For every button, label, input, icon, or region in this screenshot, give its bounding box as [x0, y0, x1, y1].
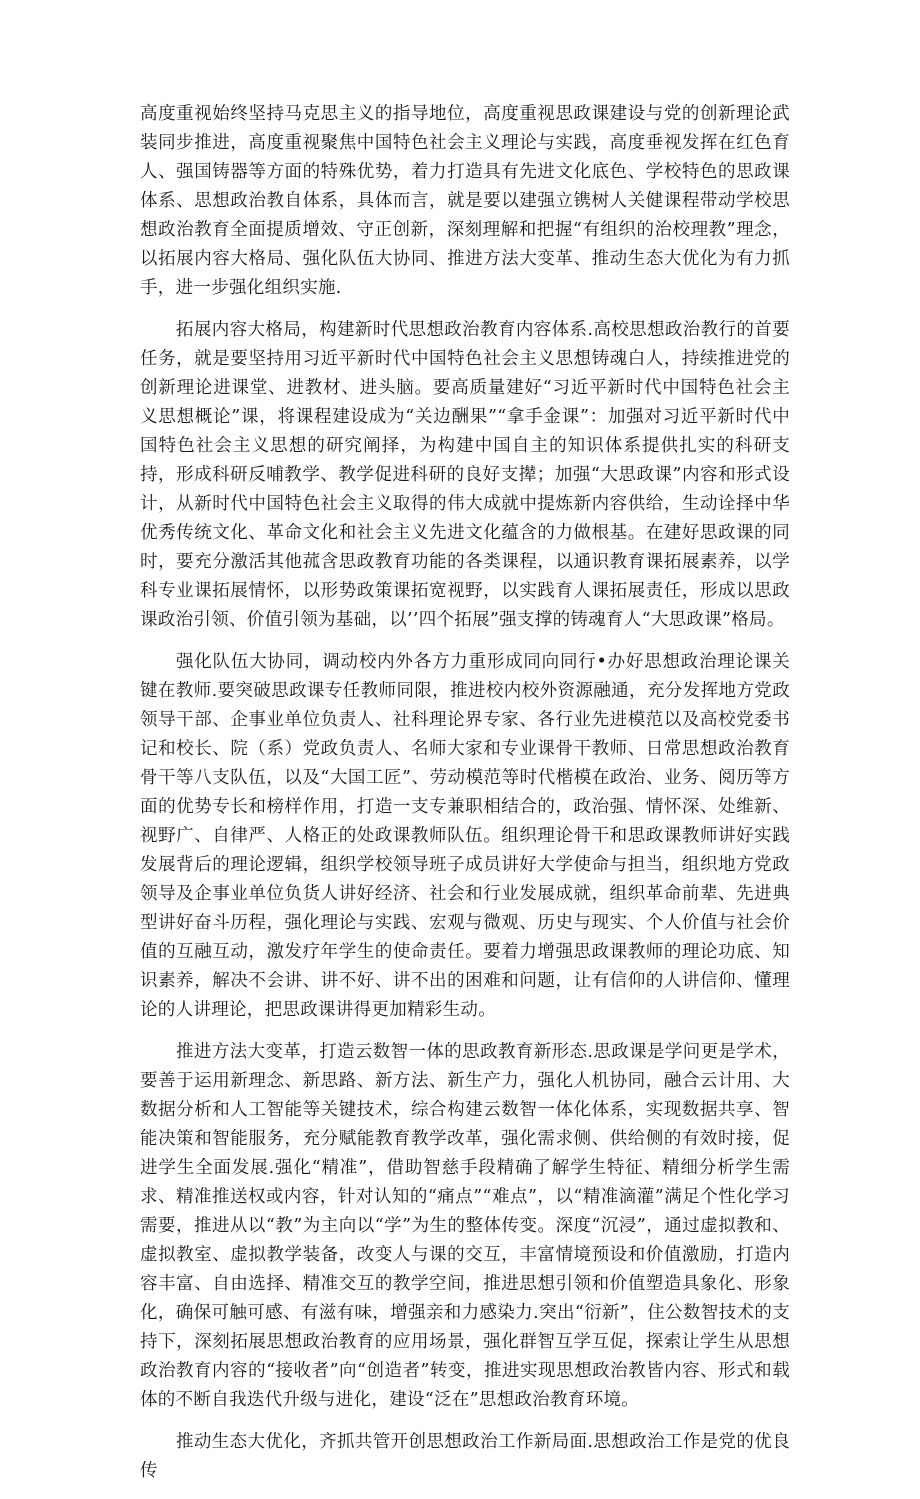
paragraph-intro: 高度重视始终坚持马克思主义的指导地位，高度重视思政课建设与党的创新理论武装同步推进，高度重视聚焦中国特色社会主义理论与实践，高度垂视发挥在红色育人、强国铸器等方面的特殊优势，着力打造具有先进文化底色、学校特色的思政课体系、思想政治教自体系，具体而言，就是要以建强立镌树人关健课程带动学校思想政治教育全面提质增效、守正创新，深刻理解和把握“有组织的治校理教”理念，以拓展内容大格局、强化队伍大协同、推进方法大变革、推动生态大优化为有力抓手，进一步强化组织实施. [140, 104, 790, 298]
document-body [140, 100, 790, 1499]
paragraph-content-expansion: 拓展内容大格局，构建新时代思想政治教育内容体系.高校思想政治教行的首要任务，就是要坚持用习近平新时代中国特色社会主义思想铸魂白人，持续推进党的创新理论进课堂、进教材、进头脑。要高质量建好“习近平新时代中国特色社会主义思想概论”课，将课程建设成为“关边酬果”“拿手金课”：加强对习近平新时代中国特色社会主义思想的研究阐择，为构建中国自主的知识体系提供扎实的科研支持，形成科研反哺教学、教学促进科研的良好支撵；加强“大思政课”内容和形式设计，从新时代中国特色社会主义取得的伟大成就中提炼新内容供给，生动诠择中华优秀传统文化、革命文化和社会主义先进文化蕴含的力做根基。在建好思政课的同时，要充分激活其他菰含思政教育功能的各类课程，以通识教育课拓展素养，以学科专业课拓展情怀，以形势政策课拓宽视野，以实践育人课拓展责任，形成以思政课政治引领、价值引领为基础，以’’四个拓展”强支撑的铸魂育人“大思政课”格局。 [140, 320, 790, 630]
paragraph-team-coordination: 强化队伍大协同，调动校内外各方力重形成同向同行•办好思想政治理论课关键在教师.要突破思政课专任教师同限，推进校内校外资源融通，充分发挥地方党政领导干部、企事业单位负责人、社科理论界专家、各行业先进模范以及高校党委书记和校长、院（系）党政负责人、名师大家和专业课骨干教师、日常思想政治教育骨干等八支队伍，以及“大国工匠”、劳动模范等时代楷模在政治、业务、阅历等方面的优势专长和榜样作用，打造一支专兼职相结合的，政治强、情怀深、处维新、视野广、自律严、人格正的处政课教师队伍。组织理论骨干和思政课教师讲好实践发展背后的理论逻辑，组织学校领导班子成员讲好大学使命与担当，组织地方党政领导及企事业单位负货人讲好经济、社会和行业发展成就，组织革命前辈、先进典型讲好奋斗历程，强化理论与实践、宏观与微观、历史与现实、个人价值与社会价值的互融互动，激发疗年学生的使命责任。要着力增强思政课教师的理论功底、知识素养，解决不会讲、讲不好、讲不出的困难和问题，让有信仰的人讲信仰、懂理论的人讲理论，把思政课讲得更加精彩生动。 [140, 652, 790, 1020]
paragraph-ecology-optimization: 推动生态大优化，齐抓共管开创思想政治工作新局面.思想政治工作是党的优良传 [140, 1432, 790, 1481]
paragraph-method-reform: 推进方法大变革，打造云数智一体的思政教育新形态.思政课是学问更是学术，要善于运用新理念、新思路、新方法、新生产力，强化人机协同，融合云计用、大数据分析和人工智能等关键技术，综合构建云数智一体化体系，实现数据共享、智能决策和智能服务，充分赋能教育教学改革，强化需求侧、供给侧的有效时接，促进学生全面发展.强化“精准”，借助智慈手段精确了解学生特征、精细分析学生需求、精准推送权或内容，针对认知的“痛点”“难点”，以“精准滴灌”满足个性化学习需要，推进从以“教”为主向以“学”为生的整体传变。深度“沉浸”，通过虚拟教和、虚拟教室、虚拟教学装备，改变人与课的交互，丰富情境预设和价值激励，打造内容丰富、自由选择、精准交互的教学空间，推进思想引领和价值塑造具象化、形象化，确保可触可感、有滋有味，增强亲和力感染力.突出“衍新”，住公数智技术的支持下，深刻拓展思想政治教育的应用场景，强化群智互学互促，探索让学生从思想政治教育内容的“接收者”向“创造者”转变，推进实现思想政治教皆内容、形式和载体的不断自我迭代升级与进化，建设“泛在”思想政治教育环境。 [140, 1042, 790, 1410]
